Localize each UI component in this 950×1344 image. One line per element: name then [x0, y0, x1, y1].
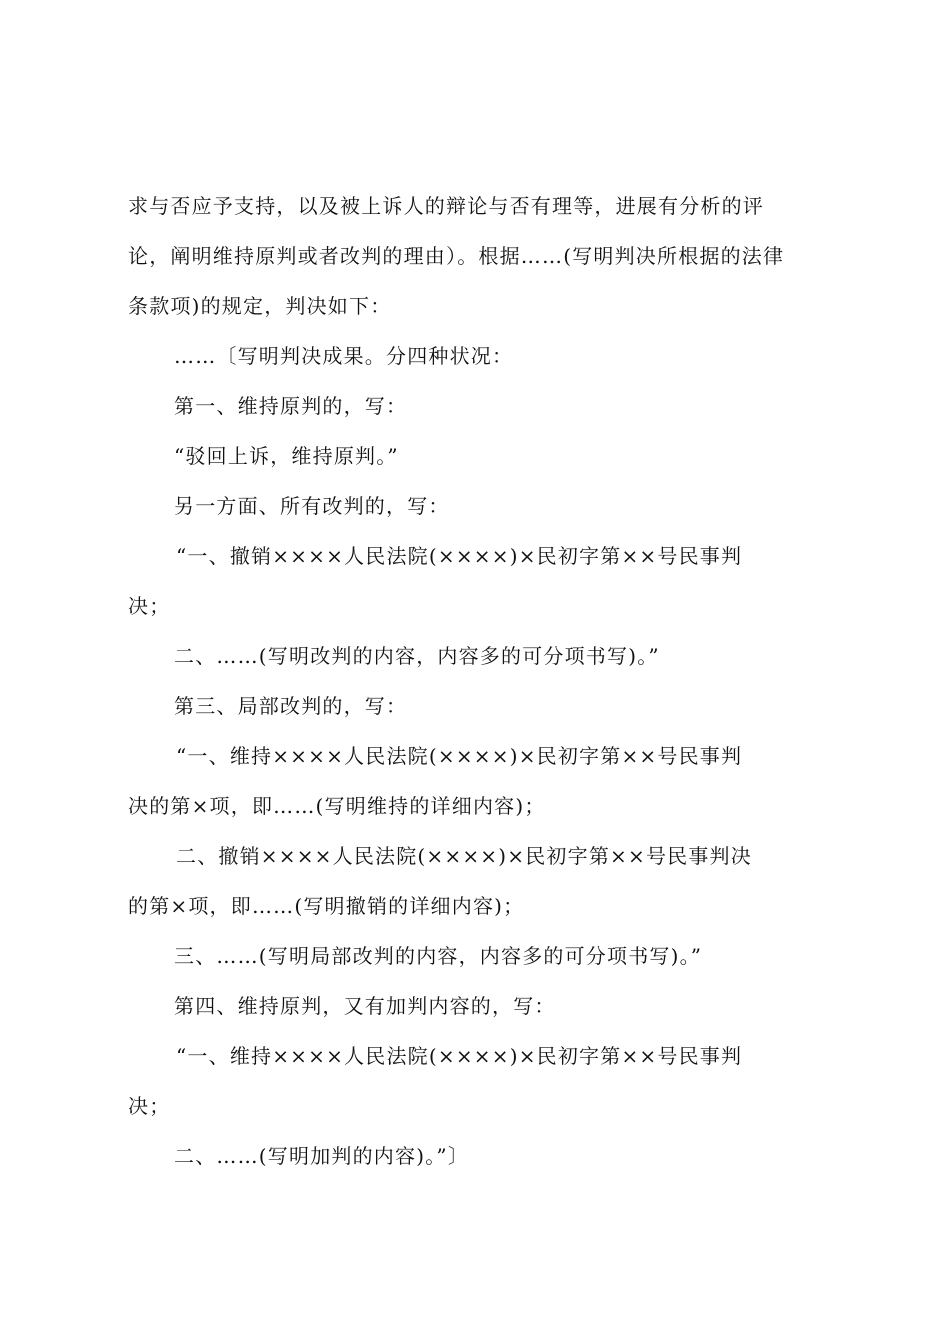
paragraph-line: 求与否应予支持，以及被上诉人的辩论与否有理等，进展有分析的评	[128, 194, 764, 218]
paragraph-line: 二、撤销××××人民法院(××××)×民初字第××号民事判决	[176, 844, 752, 868]
paragraph-line: “一、维持××××人民法院(××××)×民初字第××号民事判	[176, 1044, 743, 1068]
paragraph-line: “一、撤销××××人民法院(××××)×民初字第××号民事判	[176, 544, 743, 568]
paragraph-line: ……〔写明判决成果。分四种状况：	[174, 344, 514, 368]
paragraph-line: 二、……(写明加判的内容)。”〕	[174, 1144, 470, 1168]
paragraph-line: “驳回上诉，维持原判。”	[174, 444, 399, 468]
paragraph-line: 第三、局部改判的，写：	[174, 694, 408, 718]
paragraph-line: 论，阐明维持原判或者改判的理由）。根据……(写明判决所根据的法律	[128, 244, 785, 268]
paragraph-line: 条款项)的规定，判决如下：	[128, 294, 392, 318]
paragraph-line: 第四、维持原判，又有加判内容的，写：	[174, 994, 556, 1018]
paragraph-line: 的第×项，即……(写明撤销的详细内容)；	[128, 894, 525, 918]
paragraph-line: “一、维持××××人民法院(××××)×民初字第××号民事判	[176, 744, 743, 768]
paragraph-line: 第一、维持原判的，写：	[174, 394, 408, 418]
paragraph-line: 二、……(写明改判的内容，内容多的可分项书写)。”	[174, 644, 660, 668]
paragraph-line: 决；	[128, 1094, 171, 1118]
paragraph-line: 决的第×项，即……(写明维持的详细内容)；	[128, 794, 546, 818]
paragraph-line: 决；	[128, 594, 171, 618]
paragraph-line: 另一方面、所有改判的，写：	[174, 494, 450, 518]
paragraph-line: 三、……(写明局部改判的内容，内容多的可分项书写)。”	[174, 944, 703, 968]
